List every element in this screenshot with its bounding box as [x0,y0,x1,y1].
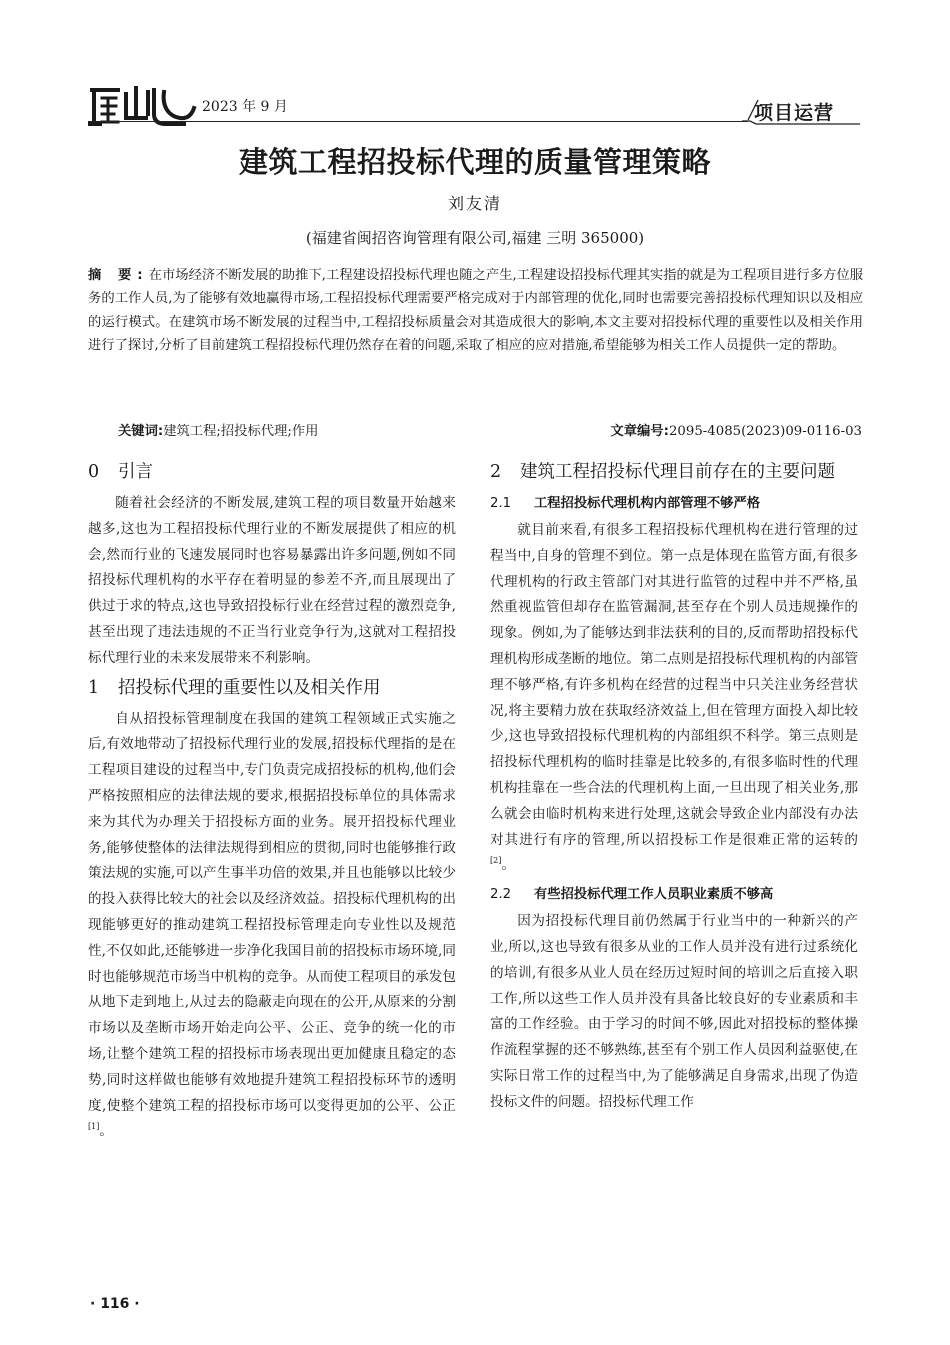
paragraph-text: 自从招投标管理制度在我国的建筑工程领域正式实施之后,有效地带动了招投标代理行业的发展,招投标代理指的是在工程项目建设的过程当中,专门负责完成招投标的机构,他们会严格按照相应的法律法规的要求,根据招投标单位的具体需求来为其代为办理关于招投标方面的业务。展开招投标代理业务,能够使整体的法律法规得到相应的贯彻,同时也能够推行政策法规的实施,可以产生事半功倍的效果,并且也能够以比较少的投入获得比较大的社会以及经济效益。招投标代理机构的出现能够更好的推动建筑工程招投标管理走向专业性以及规范性,不仅如此,还能够进一步净化我国目前的招投标市场环境,同时也能够规范市场当中机构的竞争。从而使工程项目的承发包从地下走到地上,从过去的隐蔽走向现在的公开,从原来的分割市场以及垄断市场开始走向公平、公正、竞争的统一化的市场,让整个建筑工程的招投标市场表现出更加健康且稳定的态势,同时这样做也能够有效地提升建筑工程招投标环节的透明度,使整个建筑工程的招投标市场可以变得更加的公平、公正 [88,710,456,1114]
subsection-number: 2.2 [490,887,512,903]
article-number-label: 文章编号: [610,424,669,439]
paragraph-end: 。 [99,1123,113,1140]
citation-ref: [1] [88,1122,100,1132]
subsection-title: 工程招投标代理机构内部管理不够严格 [534,496,761,511]
section-number: 0 [88,462,100,482]
paragraph: 因为招投标代理目前仍然属于行业当中的一种新兴的产业,所以,这也导致有很多从业的工作人员并没有进行过系统化的培训,有很多从业人员在经历过短时间的培训之后直接入职工作,所以这些工作人员并没有具备比较良好的专业素质和丰富的工作经验。由于学习的时间不够,因此对招投标的整体操作流程掌握的还不够熟练,甚至有个别工作人员因利益驱使,在实际日常工作的过程当中,为了能够满足自身需求,出现了伪造投标文件的问题。招投标代理工作 [490,913,858,1110]
subsection-title: 有些招投标代理工作人员职业素质不够高 [534,887,774,903]
author: 刘友清 [447,194,502,213]
article-number [610,420,862,439]
paragraph-end: 。 [501,857,515,874]
header-rule [88,121,748,122]
citation-ref: [2] [490,856,502,866]
section-heading-0 [88,459,456,486]
subsection-heading-2-2 [490,882,858,907]
affiliation: (福建省闽招咨询管理有限公司,福建 三明 365000) [305,229,645,247]
left-column [88,456,456,1145]
section-tag [742,94,864,128]
section-title: 建筑工程招投标代理目前存在的主要问题 [520,462,835,482]
abstract-label: 摘 要: [88,268,149,283]
section-title: 招投标代理的重要性以及相关作用 [118,677,381,698]
paragraph [490,518,858,879]
section-heading-1 [88,675,456,702]
article-title: 建筑工程招投标代理的质量管理策略 [238,145,711,179]
publication-date: 2023 年 9 月 [202,99,288,115]
subsection-number: 2.1 [490,496,512,511]
article-number-text: 2095-4085(2023)09-0116-03 [668,424,862,439]
subsection-heading-2-1 [490,491,858,516]
paragraph-text: 就目前来看,有很多工程招投标代理机构在进行管理的过程当中,自身的管理不到位。第一点是体现在监管方面,有很多代理机构的行政主管部门对其进行监管的过程中并不严格,虽然重视监管但却存在监管漏洞,甚至存在个别人员违规操作的现象。例如,为了能够达到非法获利的目的,反而帮助招投标代理机构形成垄断的地位。第二点则是招投标代理机构的内部管理不够严格,有许多机构在经营的过程当中只关注业务经营状况,将主要精力放在获取经济效益上,但在管理方面投入却比较少,这也导致招投标代理机构的内部组织不科学。第三点则是招投标代理机构的临时挂靠是比较多的,有很多临时性的代理机构挂靠在一些合法的代理机构上面,一旦出现了相关业务,那么就会由临时机构来进行处理,这就会导致企业内部没有办法对其进行有序的管理,所以招投标工作是很难正常的运转的 [490,522,858,848]
paragraph [88,707,456,1146]
abstract-text: 在市场经济不断发展的助推下,工程建设招投标代理也随之产生,工程建设招投标代理其实指的就是为工程项目进行多方位服务的工作人员,为了能够有效地赢得市场,工程招投标代理需要严格完成对于内部管理的优化,同时也需要完善招投标代理知识以及相应的运行模式。在建筑市场不断发展的过程当中,工程招投标质量会对其造成很大的影响,本文主要对招投标代理的重要性以及相关作用进行了探讨,分析了目前建筑工程招投标代理仍然存在着的问题,采取了相应的应对措施,希望能够为相关工作人员提供一定的帮助。 [88,268,863,354]
section-tag-label: 项目运营 [754,102,835,124]
keywords-label: 关键词: [118,424,164,439]
right-column [490,456,858,1116]
keywords-text: 建筑工程;招投标代理;作用 [163,424,319,439]
paragraph: 随着社会经济的不断发展,建筑工程的项目数量开始越来越多,这也为工程招投标代理行业的不断发展提供了相应的机会,然而行业的飞速发展同时也容易暴露出许多问题,例如不同招投标代理机构的水平存在着明显的参差不齐,而且展现出了供过于求的特点,这也导致招投标行业在经营过程的激烈竞争,甚至出现了违法违规的不正当行业竞争行为,这就对工程招投标代理行业的未来发展带来不利影响。 [88,495,456,666]
section-number: 1 [88,677,100,698]
page-number: · 116 · [90,1296,140,1312]
section-heading-2 [490,459,858,486]
section-title: 引言 [118,462,153,482]
keywords [118,420,318,439]
section-number: 2 [490,462,502,482]
abstract [88,264,863,358]
journal-logo-icon [88,84,198,130]
